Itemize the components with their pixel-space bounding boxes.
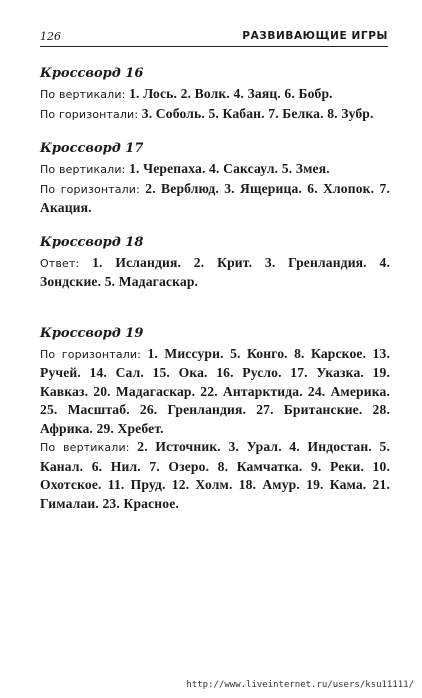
answers-text: 1. Исландия. 2. Крит. 3. Гренландия. 4. Зондские. 5. Мадагаскар. [40,254,390,289]
running-title: РАЗВИВАЮЩИЕ ИГРЫ [242,30,388,42]
direction-label: По вертикали: [40,441,130,454]
answers-paragraph [40,85,390,105]
direction-label: По горизонтали: [40,347,142,361]
section-title: Кроссворд 19 [40,325,144,341]
answers-text: 1. Черепаха. 4. Саксаул. 5. Змея. [125,161,330,176]
answer-label: Ответ: [40,256,80,270]
answers-paragraph [40,345,390,439]
answers-content [40,64,390,513]
answers-paragraph [40,180,390,218]
crossword-19-answers [40,324,390,514]
page-number: 126 [40,30,61,43]
answers-text: 2. Верблюд. 3. Ящерица. 6. Хлопок. 7. Акация. [40,180,390,215]
answers-paragraph [40,254,390,292]
source-watermark: http://www.liveinternet.ru/users/ksu11111/ [186,680,414,690]
direction-label: По горизонтали: [40,107,139,121]
answers-paragraph [40,160,390,180]
section-title: Кроссворд 17 [40,141,144,156]
crossword-17-answers [40,139,390,218]
section-title: Кроссворд 16 [40,66,144,81]
direction-label: По вертикали: [40,163,126,176]
answers-paragraph [40,105,390,125]
answers-text: 1. Миссури. 5. Конго. 8. Карское. 13. Ручей. 14. Сал. 15. Ока. 16. Русло. 17. Указка. 19. Кавказ. 20. Мадагаскар. 22. Антарктида. 24. Америка. 25. Масштаб. 26. Гренландия. 27. Британские. 28. Африка. 29. Хребет. [40,345,390,436]
direction-label: По вертикали: [40,88,126,101]
page-header [40,28,388,47]
answers-text: 3. Соболь. 5. Кабан. 7. Белка. 8. Зубр. [138,105,374,121]
crossword-18-answers [40,233,390,292]
direction-label: По горизонтали: [40,182,140,196]
answers-text: 1. Лось. 2. Волк. 4. Заяц. 6. Бобр. [125,86,333,101]
section-title: Кроссворд 18 [40,234,144,250]
answers-paragraph [40,438,390,513]
answers-text: 2. Источник. 3. Урал. 4. Индостан. 5. Канал. 6. Нил. 7. Озеро. 8. Камчатка. 9. Реки. 10. Охотское. 11. Пруд. 12. Холм. 18. Амур. 19. Кама. 21. Гималаи. 23. Красное. [40,439,390,511]
crossword-16-answers [40,64,390,124]
